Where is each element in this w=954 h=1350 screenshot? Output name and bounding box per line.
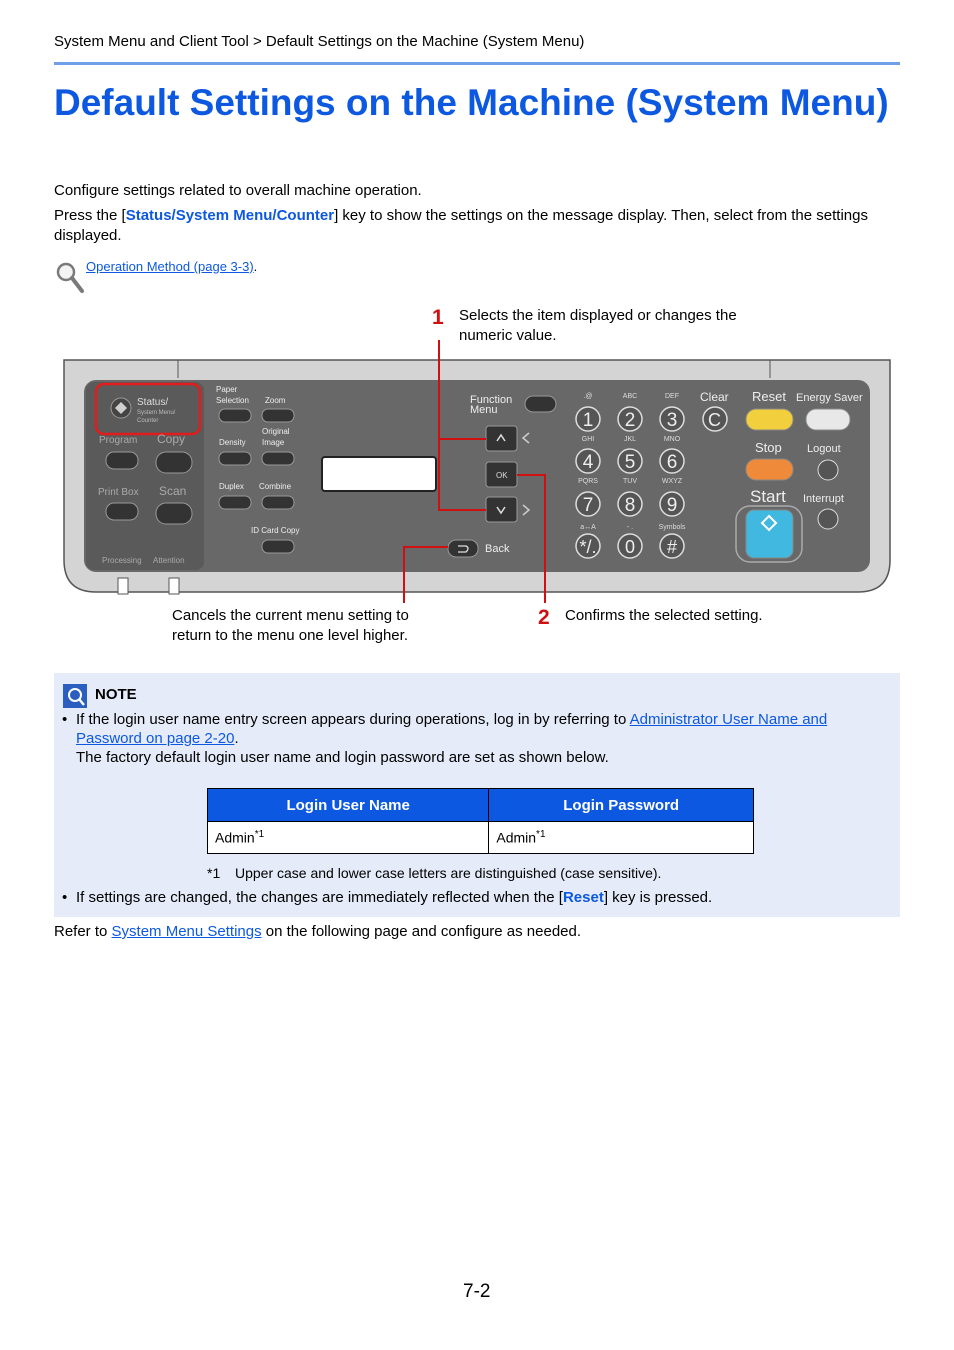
print-box-label: Print Box: [98, 487, 139, 498]
note-heading: NOTE: [95, 686, 137, 703]
user-name-value: Admin: [215, 829, 255, 846]
footnote-mark-2: *1: [536, 829, 546, 841]
operation-method-link[interactable]: Operation Method (page 3-3): [86, 259, 254, 274]
intro-line2-before: Press the [: [54, 207, 126, 224]
stop-label: Stop: [755, 440, 782, 455]
key-letters-1: .@: [583, 393, 593, 400]
footnote-mark-1: *1: [254, 829, 265, 841]
bullet-1-after: .: [234, 730, 239, 747]
note-box: [54, 673, 900, 917]
function-menu-label-2: Menu: [470, 404, 498, 416]
up-key[interactable]: [486, 426, 517, 451]
status-sublabel-1: System Menu/: [137, 410, 176, 416]
key-letters-6: MNO: [663, 436, 681, 443]
bullet-2-dot: •: [62, 889, 68, 906]
clear-label: Clear: [700, 390, 729, 404]
numeric-key-0-glyph: 0: [624, 537, 636, 557]
logout-label: Logout: [807, 443, 841, 455]
scan-key[interactable]: [156, 503, 192, 524]
bullet-1-text: [76, 710, 891, 767]
intro-line1: Configure settings related to overall machine operation.: [54, 182, 422, 199]
bullet-1-line3: The factory default login user name and login password are set as shown below.: [76, 749, 609, 766]
bullet-2-before: If settings are changed, the changes are immediately reflected when the [: [76, 889, 563, 906]
back-key[interactable]: [448, 540, 478, 557]
callout-number-2: 2: [538, 606, 550, 629]
id-card-copy-key[interactable]: [262, 540, 294, 553]
system-menu-settings-link[interactable]: System Menu Settings: [111, 923, 262, 940]
down-key[interactable]: [486, 497, 517, 522]
footnote-number: *1: [207, 865, 221, 881]
bullet-1-dot: •: [62, 711, 68, 728]
zoom-key[interactable]: [262, 409, 294, 422]
refer-after: on the following page and configure as needed.: [261, 923, 582, 940]
table-cell-password: [489, 822, 754, 854]
numeric-key-label-8: 8: [624, 495, 636, 516]
numeric-key-label-2: 2: [624, 410, 636, 431]
numeric-key-label-7: 7: [582, 495, 594, 516]
combine-label: Combine: [259, 482, 292, 491]
numeric-key-0-letters: - .: [626, 524, 634, 531]
operation-panel-illustration: [0, 0, 954, 660]
table-header-password: Login Password: [489, 789, 754, 822]
numeric-key-label-5: 5: [624, 452, 636, 473]
clear-icon: C: [708, 410, 721, 430]
table-header-user-name: Login User Name: [208, 789, 489, 822]
paper-selection-key[interactable]: [219, 409, 251, 422]
start-label: Start: [750, 487, 786, 506]
admin-user-name-link-a[interactable]: Administrator User Name and: [629, 711, 828, 728]
callout-back-text: Cancels the current menu setting to return to the menu one level higher.: [172, 607, 409, 644]
password-value: Admin: [496, 829, 537, 846]
logout-key[interactable]: [818, 460, 838, 480]
status-sublabel-2: Counter: [137, 418, 159, 424]
copy-key[interactable]: [156, 452, 192, 473]
key-letters-5: JKL: [623, 436, 637, 443]
density-key[interactable]: [219, 452, 251, 465]
original-image-label-2: Image: [262, 438, 285, 447]
reset-key-name: Reset: [562, 889, 604, 906]
density-label: Density: [219, 438, 246, 447]
key-letters-7: PQRS: [578, 478, 598, 485]
interrupt-label: Interrupt: [803, 493, 844, 505]
key-letters-4: GHI: [581, 436, 595, 443]
processing-label: Processing: [102, 556, 142, 565]
zoom-label: Zoom: [265, 396, 286, 405]
attention-label: Attention: [153, 556, 185, 565]
login-table: [207, 788, 754, 854]
paper-selection-label-1: Paper: [216, 385, 238, 394]
scan-label: Scan: [159, 484, 187, 498]
key-letters-3: DEF: [665, 393, 679, 400]
energy-saver-key[interactable]: [806, 409, 850, 430]
function-menu-label-1: Function: [470, 394, 513, 406]
duplex-label: Duplex: [219, 482, 244, 491]
energy-saver-label: Energy Saver: [796, 392, 863, 404]
combine-key[interactable]: [262, 496, 294, 509]
footnote-text: Upper case and lower case letters are distinguished (case sensitive).: [235, 865, 662, 881]
refer-before: Refer to: [54, 923, 112, 940]
original-image-key[interactable]: [262, 452, 294, 465]
callout-number-1: 1: [432, 306, 444, 329]
copy-label: Copy: [157, 432, 186, 446]
case-toggle-letters: a↔A: [580, 524, 596, 531]
numeric-key-label-1: 1: [582, 410, 594, 431]
breadcrumb: System Menu and Client Tool > Default Settings on the Machine (System Menu): [54, 33, 585, 50]
numeric-key-label-9: 9: [666, 495, 678, 516]
program-key[interactable]: [106, 452, 138, 469]
note-icon: [63, 684, 87, 708]
reset-label: Reset: [752, 389, 786, 404]
interrupt-key[interactable]: [818, 509, 838, 529]
key-letters-8: TUV: [623, 478, 637, 485]
back-label: Back: [485, 543, 510, 555]
key-letters-2: ABC: [622, 393, 638, 400]
bullet-1-before: If the login user name entry screen appears during operations, log in by referring to: [76, 711, 630, 728]
numeric-key-label-3: 3: [666, 410, 678, 431]
function-menu-key[interactable]: [525, 396, 556, 412]
status-key-name: Status/System Menu/Counter: [125, 207, 335, 224]
numeric-key-label-4: 4: [582, 452, 594, 473]
callout-2-text: Confirms the selected setting.: [565, 607, 763, 624]
id-card-copy-label: ID Card Copy: [251, 526, 300, 535]
status-system-menu-key[interactable]: [111, 398, 131, 418]
callout-1-text: Selects the item displayed or changes the numeric value.: [459, 307, 737, 344]
ok-icon: OK: [496, 471, 508, 480]
bullet-2-after: ] key is pressed.: [603, 889, 713, 906]
admin-user-name-link-b[interactable]: Password on page 2-20: [76, 730, 235, 747]
print-box-key[interactable]: [106, 503, 138, 520]
page-number: 7-2: [463, 1281, 491, 1302]
refer-line: [54, 922, 900, 942]
stop-key[interactable]: [746, 459, 793, 480]
key-letters-9: WXYZ: [661, 478, 683, 485]
table-cell-user-name: [208, 822, 489, 854]
program-label: Program: [99, 435, 138, 446]
original-image-label-1: Original: [262, 427, 290, 436]
reset-key[interactable]: [746, 409, 793, 430]
page-title: Default Settings on the Machine (System Menu): [54, 82, 889, 123]
duplex-key[interactable]: [219, 496, 251, 509]
bullet-2-text: [76, 888, 891, 907]
reference-period: .: [253, 259, 258, 274]
intro-line2-after: ] key to show the settings on the message display. Then, select from the settings displayed.: [54, 207, 868, 244]
case-toggle-glyph: */.: [579, 537, 597, 557]
symbols-key-glyph: #: [666, 537, 678, 557]
status-label: Status/: [137, 397, 169, 408]
message-display: [322, 457, 436, 491]
paper-selection-label-2: Selection: [216, 396, 249, 405]
numeric-key-label-6: 6: [666, 452, 678, 473]
symbols-key-letters: Symbols: [658, 524, 686, 531]
